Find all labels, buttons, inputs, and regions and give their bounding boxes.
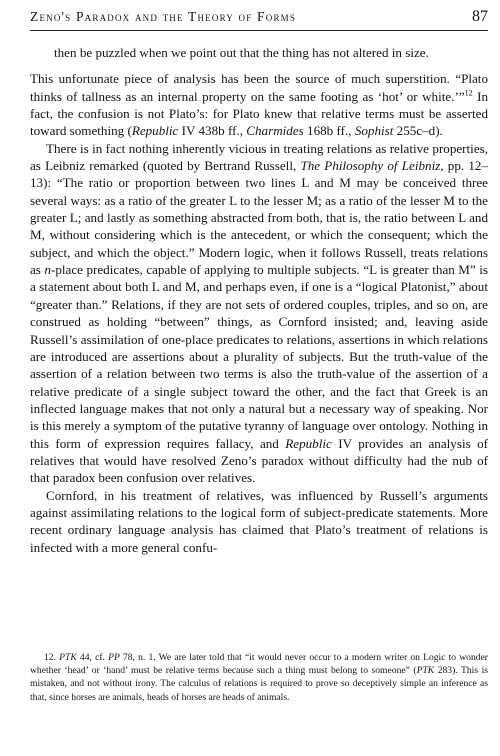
citation-abbrev: PTK — [59, 652, 77, 663]
paragraph-1 — [30, 70, 488, 139]
footnote-reference: 12 — [464, 88, 473, 98]
citation-title: Sophist — [354, 123, 394, 139]
paragraph-1-text: 168b ff., — [303, 123, 355, 139]
paragraph-2-text: -place predicates, capable of applying to multiple subjects. “L is greater than M” is a statement about both L and M, and perhaps even, if one is a “logical Platonist,” about “greater than.” Relations, if they are not sets of ordered couples, triples, and so on, are construed as holding “between” things, as Cornford insisted; and, leaving aside Russell’s assimilation of one-place predicates to relations, assertions in which relations are introduced are assertions about a plurality of subjects. But the truth-value of the assertion of a relation between two terms is also the truth-value of the assertion of a relative predicate of a single subject toward the other, and the fact that Greek is an inflected language makes that not only a natural but a necessary way of speaking. Nor is this merely a symptom of the putative tyranny of language over ontology. Nothing in this form of expression requires fallacy, and — [30, 262, 488, 451]
block-quote — [30, 44, 488, 61]
paragraph-2 — [30, 140, 488, 487]
paragraph-1-text: In fact, the confusion is not Plato’s: for Plato knew that relative terms must be asserted toward something ( — [30, 88, 488, 139]
citation-title: The Philosophy of Leibniz — [300, 158, 441, 174]
page-number: 87 — [472, 8, 488, 25]
paragraph-3-text: Cornford, in his treatment of relatives, was influenced by Russell’s arguments against assimilating relations to the logical form of subject-predicate statements. More recent ordinary language analysis has claimed that Plato’s treatment of relations is infected with a more general confu- — [30, 487, 488, 555]
body-text — [30, 44, 488, 556]
paragraph-1-text: 255c–d). — [393, 123, 443, 139]
citation-title: Republic — [285, 435, 332, 451]
citation-title: Republic — [131, 123, 179, 139]
footnotes — [30, 651, 488, 704]
running-title: Zeno's Paradox and the Theory of Forms — [30, 9, 297, 24]
italic-variable: n — [44, 262, 51, 278]
block-quote-text: then be puzzled when we point out that the thing has not altered in size. — [54, 45, 429, 60]
running-head — [30, 4, 488, 31]
citation-abbrev: PTK — [416, 665, 435, 677]
citation-abbrev: PP — [108, 652, 120, 663]
paragraph-1-text: This unfortunate piece of analysis has been the source of much superstition. “Plato thinks of tallness as an internal property on the same footing as ‘hot’ or white.’” — [30, 71, 488, 104]
paragraph-1-text: IV 438b ff., — [178, 123, 247, 139]
footnote-text: 44, cf. — [76, 652, 109, 663]
paragraph-3 — [30, 487, 488, 556]
paragraph-2-text: IV provides an analysis of relatives that would have resolved Zeno’s paradox without difficulty had the nub of that paradox been confusion over relatives. — [30, 435, 489, 486]
citation-title: Charmides — [246, 123, 304, 139]
footnote-text: 283). This is mistaken, and not without irony. The calculus of relations is required to prove so deceptively simple an inference as that, since horses are animals, heads of horses are heads of animals. — [30, 665, 488, 703]
footnote-12 — [30, 651, 488, 704]
footnote-text: 78, n. 1. We are later told that “it would never occur to a modern writer on Logic to wonder whether ‘head’ or ‘hand’ must be relative terms because such a thing must belong to someone” ( — [30, 652, 488, 677]
paragraph-2-text: There is in fact nothing inherently vicious in treating relations as relative properties, as Leibniz remarked (quoted by Bertrand Russell, — [30, 140, 488, 174]
footnote-number: 12. — [44, 652, 56, 663]
paragraph-2-text: , pp. 12–13): “The ratio or proportion between two lines L and M may be conceived three several ways: as a ratio of the greater L to the lesser M; as a ratio of the lesser M to the greater L; and lastly as something abstracted from both, that is, the ratio between L and M, without considering which is the antecedent, or which the consequent; which the subject, and which the object.” Modern logic, when it follows Russell, treats relations as — [30, 158, 488, 278]
